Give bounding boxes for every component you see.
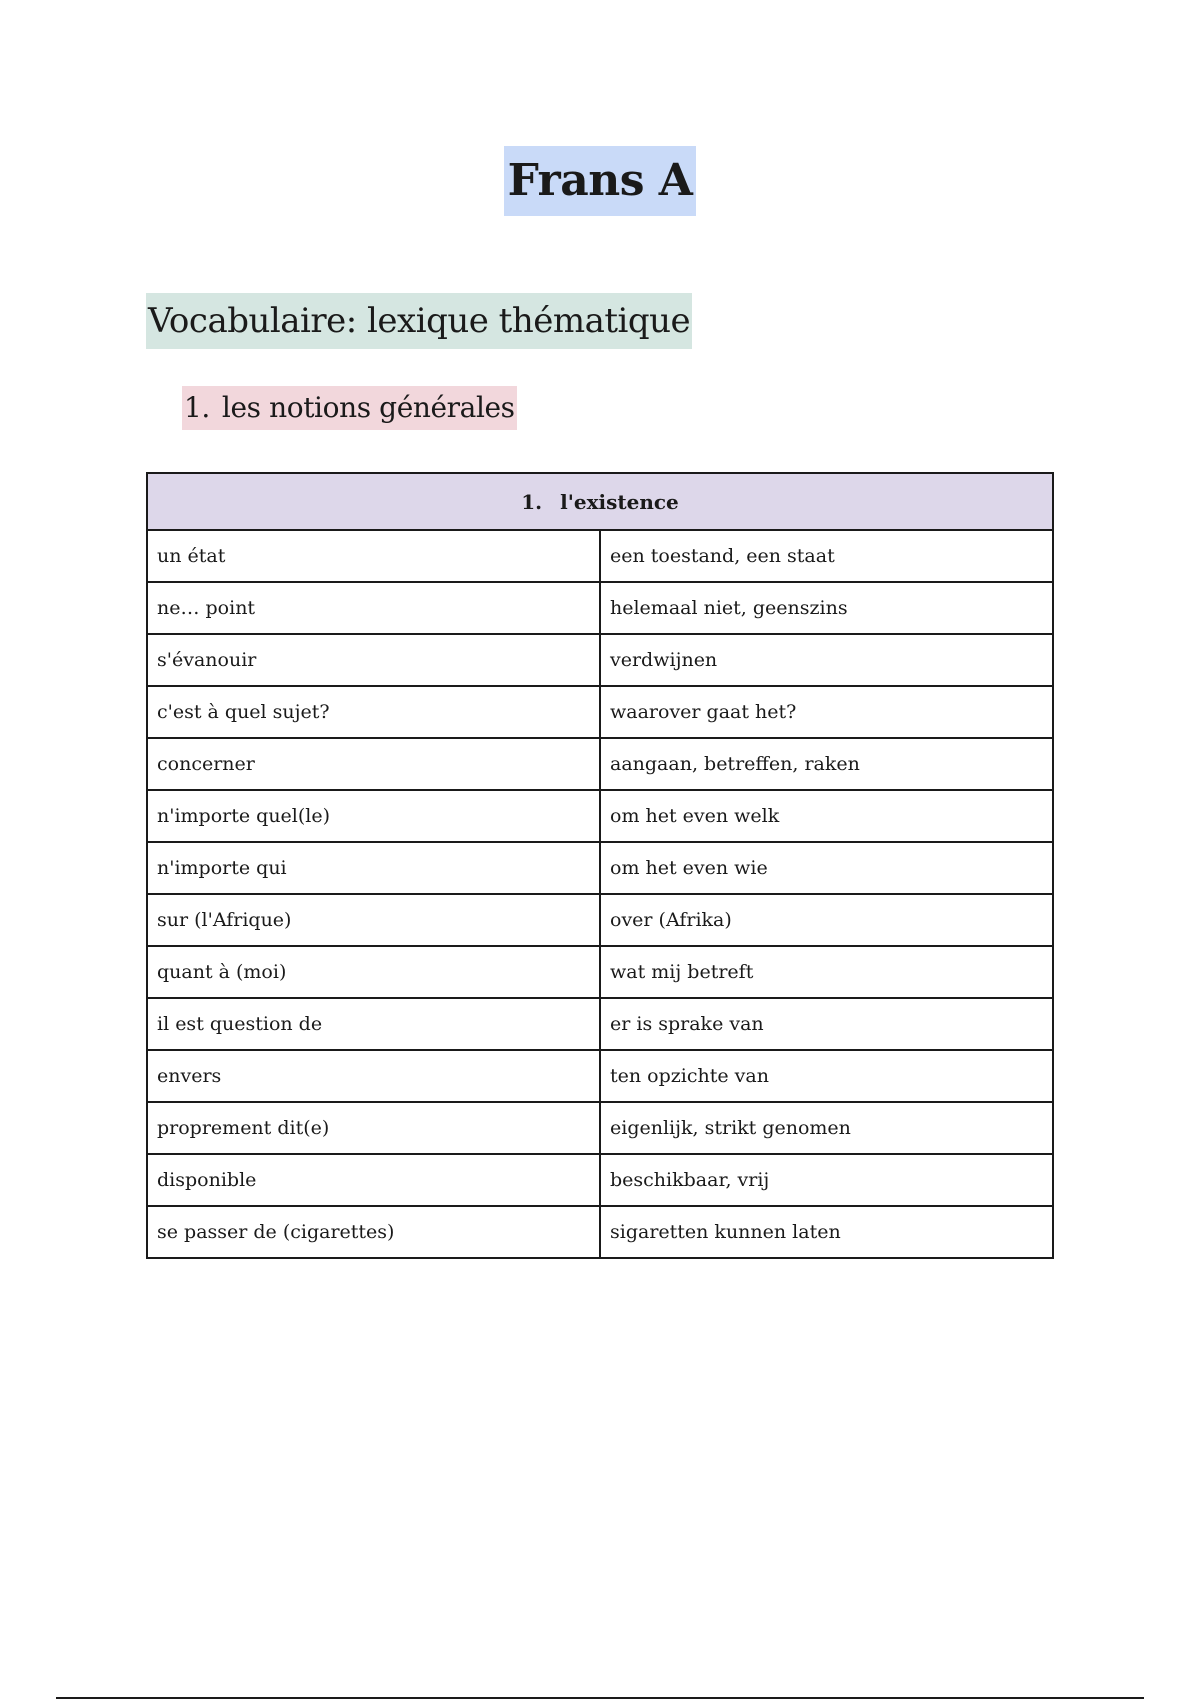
french-term: disponible xyxy=(147,1154,600,1206)
dutch-translation: een toestand, een staat xyxy=(600,530,1053,582)
dutch-translation: ten opzichte van xyxy=(600,1050,1053,1102)
table-row xyxy=(147,1102,1053,1154)
table-header-label: l'existence xyxy=(560,489,679,514)
french-term: n'importe qui xyxy=(147,842,600,894)
table-header xyxy=(147,473,1053,530)
dutch-translation: verdwijnen xyxy=(600,634,1053,686)
table-row xyxy=(147,1206,1053,1258)
dutch-translation: over (Afrika) xyxy=(600,894,1053,946)
french-term: ne… point xyxy=(147,582,600,634)
dutch-translation: eigenlijk, strikt genomen xyxy=(600,1102,1053,1154)
page-title-container xyxy=(0,146,1200,216)
dutch-translation: wat mij betreft xyxy=(600,946,1053,998)
vocabulary-table xyxy=(146,472,1054,1259)
table-header-row xyxy=(147,473,1053,530)
table-row xyxy=(147,946,1053,998)
french-term: n'importe quel(le) xyxy=(147,790,600,842)
dutch-translation: aangaan, betreffen, raken xyxy=(600,738,1053,790)
table-row xyxy=(147,582,1053,634)
dutch-translation: om het even welk xyxy=(600,790,1053,842)
table-row xyxy=(147,738,1053,790)
french-term: il est question de xyxy=(147,998,600,1050)
table-row xyxy=(147,686,1053,738)
dutch-translation: om het even wie xyxy=(600,842,1053,894)
french-term: concerner xyxy=(147,738,600,790)
table-row xyxy=(147,842,1053,894)
subsection-heading xyxy=(182,386,517,430)
french-term: c'est à quel sujet? xyxy=(147,686,600,738)
dutch-translation: waarover gaat het? xyxy=(600,686,1053,738)
subsection-label: les notions générales xyxy=(221,391,515,424)
french-term: quant à (moi) xyxy=(147,946,600,998)
table-row xyxy=(147,634,1053,686)
french-term: sur (l'Afrique) xyxy=(147,894,600,946)
table-row xyxy=(147,790,1053,842)
dutch-translation: er is sprake van xyxy=(600,998,1053,1050)
dutch-translation: helemaal niet, geenszins xyxy=(600,582,1053,634)
table-header-number: 1. xyxy=(521,489,543,514)
table-row xyxy=(147,998,1053,1050)
dutch-translation: sigaretten kunnen laten xyxy=(600,1206,1053,1258)
table-body xyxy=(147,530,1053,1258)
page-footer-divider xyxy=(56,1697,1144,1699)
french-term: se passer de (cigarettes) xyxy=(147,1206,600,1258)
subsection-number: 1. xyxy=(184,391,210,424)
french-term: envers xyxy=(147,1050,600,1102)
section-heading: Vocabulaire: lexique thématique xyxy=(146,293,692,349)
table-row xyxy=(147,530,1053,582)
page-title: Frans A xyxy=(504,146,697,216)
french-term: s'évanouir xyxy=(147,634,600,686)
french-term: un état xyxy=(147,530,600,582)
french-term: proprement dit(e) xyxy=(147,1102,600,1154)
table-row xyxy=(147,894,1053,946)
dutch-translation: beschikbaar, vrij xyxy=(600,1154,1053,1206)
table-row xyxy=(147,1154,1053,1206)
table-row xyxy=(147,1050,1053,1102)
